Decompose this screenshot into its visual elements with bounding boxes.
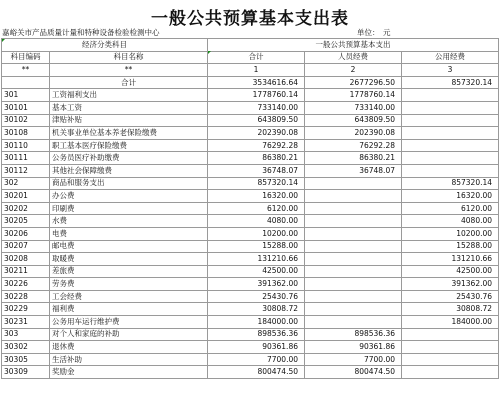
row-name: 公务员医疗补助缴费 [50,152,208,165]
table-row [2,316,499,329]
row-personnel: 76292.28 [305,139,402,152]
row-personnel [305,177,402,190]
header-name: 科目名称 [50,51,208,64]
report-title: 一般公共预算基本支出表 [151,9,349,29]
row-code: 301 [2,89,50,102]
index-row [2,64,499,77]
header-group-economic: 经济分类科目 [2,39,208,52]
row-personnel [305,290,402,303]
row-total: 1778760.14 [208,89,305,102]
table-row [2,290,499,303]
header-column-row [2,51,499,64]
row-public [402,366,499,379]
table-row [2,253,499,266]
row-total: 857320.14 [208,177,305,190]
row-public [402,328,499,341]
row-personnel: 86380.21 [305,152,402,165]
unit-label: 单位： [357,28,380,37]
row-name: 津贴补贴 [50,114,208,127]
row-total: 90361.86 [208,341,305,354]
header-group-budget: 一般公共预算基本支出 [208,39,499,52]
row-personnel: 643809.50 [305,114,402,127]
header-public: 公用经费 [402,51,499,64]
row-public: 857320.14 [402,177,499,190]
row-name: 电费 [50,227,208,240]
row-name: 商品和服务支出 [50,177,208,190]
table-row [2,177,499,190]
table-row [2,240,499,253]
row-code: 30229 [2,303,50,316]
row-total: 86380.21 [208,152,305,165]
row-name: 取暖费 [50,253,208,266]
row-total: 16320.00 [208,190,305,203]
row-personnel: 202390.08 [305,127,402,140]
row-name: 机关事业单位基本养老保险缴费 [50,127,208,140]
row-total: 184000.00 [208,316,305,329]
row-personnel [305,190,402,203]
row-code: 30206 [2,227,50,240]
row-public [402,164,499,177]
row-code: 30302 [2,341,50,354]
total-code-cell [2,76,50,89]
row-name: 印刷费 [50,202,208,215]
row-name: 差旅费 [50,265,208,278]
cell-marker-icon [208,51,211,54]
row-name: 对个人和家庭的补助 [50,328,208,341]
row-public: 184000.00 [402,316,499,329]
row-code: 30231 [2,316,50,329]
row-public [402,89,499,102]
row-personnel: 90361.86 [305,341,402,354]
row-code: 303 [2,328,50,341]
row-personnel: 7700.00 [305,353,402,366]
table-row [2,127,499,140]
index-cell: ** [50,64,208,77]
row-total: 30808.72 [208,303,305,316]
row-code: 30111 [2,152,50,165]
row-public: 42500.00 [402,265,499,278]
row-total: 25430.76 [208,290,305,303]
row-code: 30207 [2,240,50,253]
row-name: 劳务费 [50,278,208,291]
row-personnel [305,303,402,316]
total-public: 857320.14 [402,76,499,89]
row-public [402,341,499,354]
row-public: 4080.00 [402,215,499,228]
row-public: 131210.66 [402,253,499,266]
row-personnel [305,253,402,266]
table-row [2,89,499,102]
total-row [2,76,499,89]
row-name: 公务用车运行维护费 [50,316,208,329]
header-group-row [2,39,499,52]
unit-value: 元 [383,28,391,37]
table-row [2,101,499,114]
row-name: 退休费 [50,341,208,354]
row-code: 30110 [2,139,50,152]
row-personnel: 36748.07 [305,164,402,177]
table-row [2,366,499,379]
row-total: 643809.50 [208,114,305,127]
row-personnel [305,316,402,329]
row-personnel: 898536.36 [305,328,402,341]
row-code: 30108 [2,127,50,140]
table-row [2,328,499,341]
row-personnel [305,265,402,278]
row-total: 733140.00 [208,101,305,114]
header-total: 合计 [208,51,305,64]
row-code: 30226 [2,278,50,291]
row-code: 30208 [2,253,50,266]
row-name: 工会经费 [50,290,208,303]
header-personnel: 人员经费 [305,51,402,64]
row-code: 30102 [2,114,50,127]
row-personnel: 1778760.14 [305,89,402,102]
table-row [2,152,499,165]
table-row [2,202,499,215]
row-code: 30101 [2,101,50,114]
table-row [2,114,499,127]
row-name: 工资福利支出 [50,89,208,102]
row-total: 202390.08 [208,127,305,140]
row-name: 邮电费 [50,240,208,253]
row-name: 其他社会保障缴费 [50,164,208,177]
row-name: 基本工资 [50,101,208,114]
row-total: 15288.00 [208,240,305,253]
row-name: 生活补助 [50,353,208,366]
row-personnel: 800474.50 [305,366,402,379]
row-total: 6120.00 [208,202,305,215]
header-code: 科目编码 [2,51,50,64]
row-public [402,353,499,366]
row-code: 30202 [2,202,50,215]
row-total: 76292.28 [208,139,305,152]
row-public [402,152,499,165]
row-personnel [305,215,402,228]
row-name: 奖励金 [50,366,208,379]
row-total: 10200.00 [208,227,305,240]
row-code: 30309 [2,366,50,379]
table-row [2,303,499,316]
index-cell: 1 [208,64,305,77]
row-name: 水费 [50,215,208,228]
row-total: 391362.00 [208,278,305,291]
row-public [402,127,499,140]
row-code: 30228 [2,290,50,303]
table-row [2,341,499,354]
row-public: 15288.00 [402,240,499,253]
table-row [2,215,499,228]
row-public: 10200.00 [402,227,499,240]
table-row [2,164,499,177]
row-name: 办公费 [50,190,208,203]
index-cell: ** [2,64,50,77]
row-code: 30112 [2,164,50,177]
table-row [2,278,499,291]
row-total: 800474.50 [208,366,305,379]
unit-name: 嘉峪关市产品质量计量和特种设备检验检测中心 [2,28,160,37]
row-total: 4080.00 [208,215,305,228]
row-total: 7700.00 [208,353,305,366]
row-public: 25430.76 [402,290,499,303]
row-personnel [305,202,402,215]
total-label: 合计 [50,76,208,89]
row-public [402,101,499,114]
row-code: 30211 [2,265,50,278]
index-cell: 3 [402,64,499,77]
row-personnel [305,240,402,253]
row-public: 16320.00 [402,190,499,203]
row-public [402,139,499,152]
cell-marker-icon [2,39,5,42]
row-personnel: 733140.00 [305,101,402,114]
row-code: 30305 [2,353,50,366]
total-personnel: 2677296.50 [305,76,402,89]
table-row [2,190,499,203]
row-total: 42500.00 [208,265,305,278]
row-name: 福利费 [50,303,208,316]
row-public: 30808.72 [402,303,499,316]
row-code: 302 [2,177,50,190]
row-personnel [305,278,402,291]
row-personnel [305,227,402,240]
row-total: 36748.07 [208,164,305,177]
row-code: 30201 [2,190,50,203]
row-code: 30205 [2,215,50,228]
table-row [2,227,499,240]
index-cell: 2 [305,64,402,77]
row-total: 131210.66 [208,253,305,266]
row-total: 898536.36 [208,328,305,341]
row-public: 6120.00 [402,202,499,215]
row-name: 职工基本医疗保险缴费 [50,139,208,152]
budget-table [1,38,499,379]
table-row [2,265,499,278]
total-amount: 3534616.64 [208,76,305,89]
table-row [2,353,499,366]
table-row [2,139,499,152]
row-public [402,114,499,127]
row-public: 391362.00 [402,278,499,291]
